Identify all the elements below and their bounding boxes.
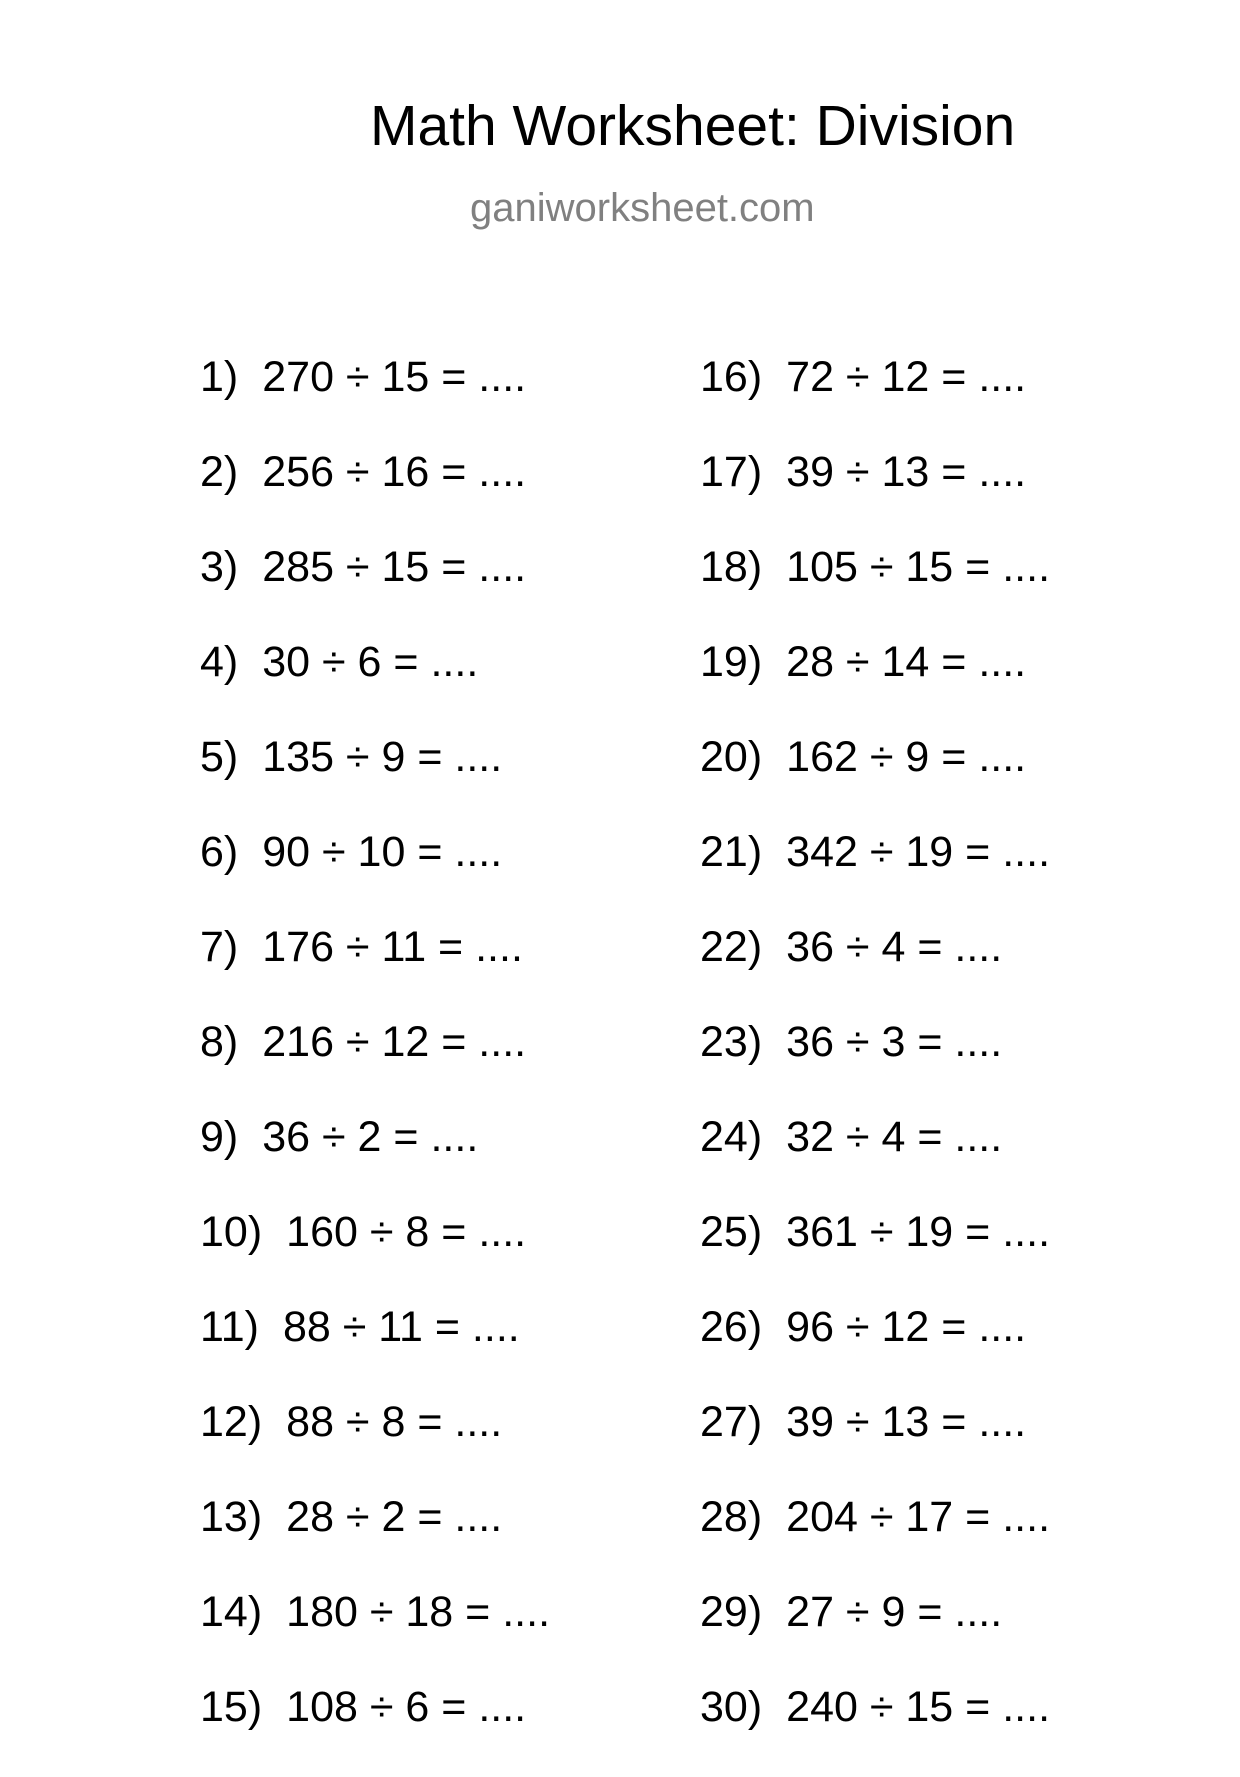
problem-number: 27) <box>700 1398 763 1446</box>
problem-number: 4) <box>200 638 239 686</box>
problem-expression: 162 ÷ 9 = .... <box>786 733 1027 781</box>
problem-number: 9) <box>200 1113 239 1161</box>
problem-item <box>200 1302 550 1397</box>
problem-item <box>200 1207 550 1302</box>
problem-expression: 108 ÷ 6 = .... <box>286 1683 527 1731</box>
problem-column-right <box>700 352 1050 1777</box>
problem-number: 8) <box>200 1018 239 1066</box>
problem-expression: 39 ÷ 13 = .... <box>786 1398 1027 1446</box>
problem-expression: 135 ÷ 9 = .... <box>262 733 503 781</box>
problem-item <box>200 1017 550 1112</box>
problem-item <box>700 1207 1050 1302</box>
problem-expression: 27 ÷ 9 = .... <box>786 1588 1003 1636</box>
problem-number: 19) <box>700 638 763 686</box>
problem-item <box>200 1492 550 1587</box>
problem-expression: 342 ÷ 19 = .... <box>786 828 1051 876</box>
problem-item <box>700 827 1050 922</box>
problem-number: 28) <box>700 1493 763 1541</box>
problem-number: 25) <box>700 1208 763 1256</box>
problem-number: 1) <box>200 353 239 401</box>
problem-item <box>200 827 550 922</box>
problem-item <box>700 1587 1050 1682</box>
problem-item <box>700 352 1050 447</box>
problem-number: 21) <box>700 828 763 876</box>
problem-expression: 30 ÷ 6 = .... <box>262 638 479 686</box>
worksheet-source: ganiworksheet.com <box>470 186 815 230</box>
problem-number: 15) <box>200 1683 263 1731</box>
problem-item <box>200 1682 550 1777</box>
problem-item <box>200 1112 550 1207</box>
problem-item <box>700 1682 1050 1777</box>
problem-item <box>200 542 550 637</box>
problem-item <box>700 1397 1050 1492</box>
problem-expression: 216 ÷ 12 = .... <box>262 1018 527 1066</box>
problem-expression: 36 ÷ 2 = .... <box>262 1113 479 1161</box>
problem-number: 11) <box>200 1303 259 1351</box>
worksheet-title: Math Worksheet: Division <box>370 94 1016 158</box>
problem-number: 17) <box>700 448 763 496</box>
problem-item <box>700 1017 1050 1112</box>
problem-expression: 176 ÷ 11 = .... <box>262 923 523 971</box>
problem-expression: 36 ÷ 4 = .... <box>786 923 1003 971</box>
problem-number: 16) <box>700 353 763 401</box>
problem-expression: 88 ÷ 11 = .... <box>282 1303 520 1351</box>
problem-item <box>700 542 1050 637</box>
problem-item <box>200 732 550 827</box>
problem-expression: 39 ÷ 13 = .... <box>786 448 1027 496</box>
problem-number: 18) <box>700 543 763 591</box>
problem-number: 20) <box>700 733 763 781</box>
problem-number: 10) <box>200 1208 263 1256</box>
problem-item <box>200 447 550 542</box>
problem-number: 24) <box>700 1113 763 1161</box>
problem-expression: 256 ÷ 16 = .... <box>262 448 527 496</box>
problem-item <box>700 732 1050 827</box>
problem-expression: 96 ÷ 12 = .... <box>786 1303 1027 1351</box>
problem-item <box>200 352 550 447</box>
problem-expression: 72 ÷ 12 = .... <box>786 353 1027 401</box>
problem-item <box>700 1112 1050 1207</box>
problem-item <box>200 637 550 732</box>
problem-expression: 204 ÷ 17 = .... <box>786 1493 1051 1541</box>
problem-expression: 361 ÷ 19 = .... <box>786 1208 1051 1256</box>
problem-number: 13) <box>200 1493 263 1541</box>
problem-number: 29) <box>700 1588 763 1636</box>
problem-expression: 180 ÷ 18 = .... <box>286 1588 551 1636</box>
problem-expression: 105 ÷ 15 = .... <box>786 543 1051 591</box>
problem-item <box>700 637 1050 732</box>
problem-number: 12) <box>200 1398 263 1446</box>
problem-number: 5) <box>200 733 239 781</box>
problem-expression: 36 ÷ 3 = .... <box>786 1018 1003 1066</box>
problem-number: 22) <box>700 923 763 971</box>
problem-item <box>700 447 1050 542</box>
problem-expression: 88 ÷ 8 = .... <box>286 1398 503 1446</box>
problem-expression: 32 ÷ 4 = .... <box>786 1113 1003 1161</box>
problem-expression: 160 ÷ 8 = .... <box>286 1208 527 1256</box>
problem-number: 26) <box>700 1303 763 1351</box>
problem-item <box>200 1587 550 1682</box>
problem-item <box>200 922 550 1017</box>
problem-number: 14) <box>200 1588 263 1636</box>
problem-expression: 285 ÷ 15 = .... <box>262 543 527 591</box>
problem-expression: 240 ÷ 15 = .... <box>786 1683 1051 1731</box>
problem-number: 23) <box>700 1018 763 1066</box>
problem-number: 30) <box>700 1683 763 1731</box>
problem-expression: 90 ÷ 10 = .... <box>262 828 503 876</box>
problem-number: 3) <box>200 543 239 591</box>
problem-expression: 28 ÷ 14 = .... <box>786 638 1027 686</box>
problem-expression: 28 ÷ 2 = .... <box>286 1493 503 1541</box>
problem-column-left <box>200 352 550 1777</box>
problem-number: 7) <box>200 923 239 971</box>
problem-item <box>200 1397 550 1492</box>
problem-item <box>700 922 1050 1017</box>
problem-item <box>700 1302 1050 1397</box>
problem-number: 2) <box>200 448 239 496</box>
problem-item <box>700 1492 1050 1587</box>
problem-number: 6) <box>200 828 239 876</box>
problem-expression: 270 ÷ 15 = .... <box>262 353 527 401</box>
